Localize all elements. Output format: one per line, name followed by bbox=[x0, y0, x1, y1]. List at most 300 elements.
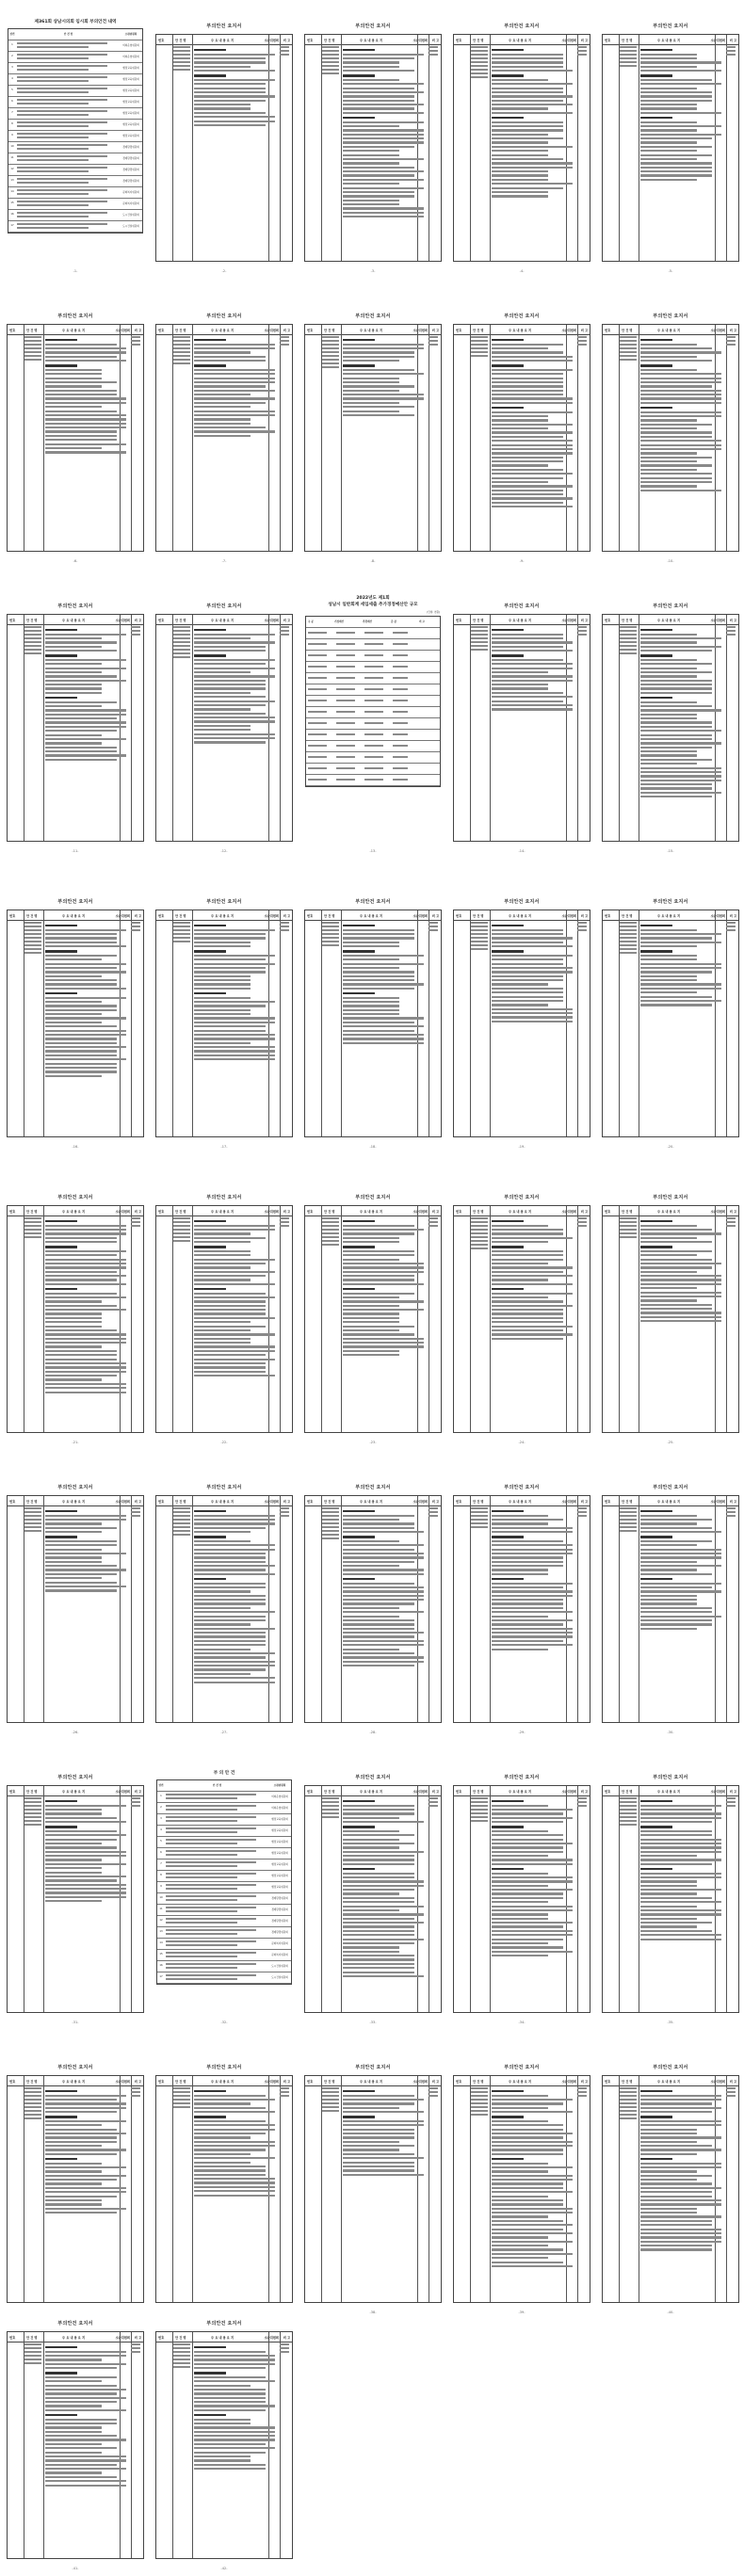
text-line bbox=[45, 1375, 117, 1377]
text-line bbox=[343, 1017, 424, 1019]
text-line bbox=[343, 1254, 414, 1256]
header-name: 안 건 명 bbox=[26, 914, 38, 918]
text-line bbox=[492, 112, 573, 114]
text-line bbox=[194, 663, 266, 665]
header-body: 주 요 내 용 요 지 bbox=[360, 39, 383, 42]
text-line bbox=[45, 2136, 117, 2138]
page-title: 부의안건 요지서 bbox=[504, 604, 540, 609]
text-line bbox=[194, 1017, 275, 1019]
text-line bbox=[343, 1934, 414, 1936]
page-number: -28- bbox=[369, 1731, 377, 1734]
text-line bbox=[343, 1909, 399, 1911]
text-line bbox=[620, 1824, 637, 1826]
header-name: 안 건 명 bbox=[473, 1210, 484, 1214]
text-line bbox=[45, 650, 117, 652]
text-line bbox=[45, 1283, 126, 1285]
text-line bbox=[194, 1644, 266, 1646]
text-line bbox=[194, 637, 251, 639]
table-header bbox=[305, 325, 441, 335]
page-number: -4- bbox=[519, 269, 525, 273]
text-line bbox=[343, 1951, 399, 1953]
text-line bbox=[640, 1880, 697, 1882]
text-line bbox=[640, 1531, 721, 1533]
text-line bbox=[45, 937, 117, 939]
text-line bbox=[194, 963, 275, 965]
header-body: 주 요 내 용 요 지 bbox=[211, 1210, 235, 1214]
header-body: 주 요 내 용 요 지 bbox=[509, 619, 532, 622]
section-heading-line bbox=[343, 1288, 375, 1290]
table-header bbox=[157, 1780, 291, 1792]
text-line bbox=[173, 634, 190, 636]
table-header bbox=[603, 615, 738, 625]
text-line bbox=[194, 1362, 266, 1364]
agenda-summary-page bbox=[5, 588, 146, 859]
text-line bbox=[322, 1805, 339, 1807]
text-line bbox=[492, 929, 563, 931]
text-line bbox=[322, 1530, 339, 1532]
header-name: 안 건 명 bbox=[26, 1790, 38, 1794]
text-line bbox=[640, 419, 697, 421]
agenda-summary-page bbox=[154, 2305, 295, 2576]
text-line bbox=[620, 637, 637, 639]
agenda-name-cell bbox=[322, 336, 341, 370]
section-heading-line bbox=[45, 2372, 77, 2374]
agenda-name-cell bbox=[471, 922, 490, 952]
header-name: 안 건 명 bbox=[175, 2080, 186, 2084]
text-line bbox=[45, 2129, 117, 2131]
table-row bbox=[8, 153, 142, 165]
section-heading-line bbox=[640, 1868, 672, 1870]
agenda-table bbox=[155, 324, 293, 552]
text-line bbox=[194, 2409, 266, 2411]
text-line bbox=[492, 1250, 563, 1252]
text-line bbox=[194, 668, 275, 669]
text-line bbox=[194, 1342, 251, 1344]
text-line bbox=[45, 1254, 117, 1256]
text-line bbox=[343, 183, 399, 185]
text-line bbox=[343, 1237, 399, 1239]
text-line bbox=[45, 1312, 102, 1314]
text-line bbox=[194, 435, 251, 437]
text-line bbox=[343, 1275, 414, 1277]
page-title: 제361회 상남시의회 임시회 부의안건 내역 bbox=[34, 20, 117, 24]
header-body: 주 요 내 용 요 지 bbox=[360, 1790, 383, 1794]
text-line bbox=[194, 2120, 266, 2122]
text-line bbox=[24, 1526, 41, 1528]
text-line bbox=[492, 2153, 563, 2155]
agenda-body-text bbox=[343, 922, 424, 1046]
agenda-summary-page bbox=[5, 1759, 146, 2030]
text-line bbox=[24, 351, 41, 353]
text-line bbox=[194, 2095, 266, 2097]
text-line bbox=[343, 207, 424, 209]
text-line bbox=[24, 2114, 41, 2116]
text-line bbox=[194, 2190, 275, 2192]
text-line bbox=[620, 1221, 637, 1223]
text-line bbox=[492, 1527, 573, 1529]
text-line bbox=[45, 2389, 126, 2391]
text-line bbox=[492, 1569, 548, 1570]
column-divider bbox=[490, 2076, 491, 2302]
text-line bbox=[343, 1586, 424, 1588]
table-row bbox=[306, 684, 440, 696]
header-body: 주 요 내 용 요 지 bbox=[62, 914, 86, 918]
table-header bbox=[454, 2076, 590, 2086]
text-line bbox=[640, 83, 721, 85]
text-line bbox=[726, 2095, 736, 2097]
text-line bbox=[343, 1649, 399, 1650]
text-line bbox=[620, 2110, 637, 2112]
column-divider bbox=[43, 2332, 44, 2558]
header-committee: 소관위원회 bbox=[124, 33, 137, 36]
text-line bbox=[131, 336, 140, 338]
text-line bbox=[640, 2212, 697, 2214]
row-committee: 행정교육위원회 bbox=[122, 112, 139, 115]
header-committee: 소관위원회 bbox=[561, 619, 576, 622]
text-line bbox=[471, 922, 488, 924]
text-line bbox=[471, 1240, 488, 1242]
text-line bbox=[45, 2435, 117, 2437]
text-line bbox=[640, 975, 697, 977]
committee-cell bbox=[131, 1507, 142, 1519]
text-line bbox=[173, 630, 190, 632]
agenda-list-table bbox=[156, 1779, 292, 1985]
header-committee: 소관위원회 bbox=[412, 39, 428, 42]
text-line bbox=[194, 2099, 275, 2101]
text-line bbox=[492, 61, 563, 63]
text-line bbox=[45, 414, 126, 416]
text-line bbox=[343, 2145, 414, 2147]
page-number: -19- bbox=[518, 1145, 526, 1149]
text-line bbox=[45, 1055, 117, 1056]
text-line bbox=[194, 2363, 275, 2365]
text-line bbox=[343, 1846, 399, 1848]
text-line bbox=[640, 2220, 712, 2222]
text-line bbox=[471, 948, 488, 950]
text-line bbox=[471, 929, 488, 931]
text-line bbox=[640, 378, 721, 379]
section-heading-line bbox=[492, 407, 524, 409]
text-line bbox=[194, 1326, 266, 1328]
text-line bbox=[45, 369, 102, 371]
text-line bbox=[640, 2203, 721, 2205]
text-line bbox=[45, 714, 126, 716]
header-note: 비 고 bbox=[431, 329, 439, 332]
row-title bbox=[17, 54, 120, 61]
header-body: 주 요 내 용 요 지 bbox=[509, 329, 532, 332]
text-line bbox=[194, 2102, 251, 2104]
section-heading-line bbox=[640, 654, 672, 656]
text-line bbox=[640, 2245, 712, 2246]
text-line bbox=[640, 1519, 712, 1521]
table-header bbox=[603, 1496, 738, 1506]
text-line bbox=[45, 1013, 102, 1015]
text-line bbox=[640, 937, 712, 939]
text-line bbox=[45, 1237, 117, 1239]
text-line bbox=[640, 1586, 712, 1588]
text-line bbox=[194, 646, 266, 648]
text-line bbox=[577, 630, 587, 632]
header-no: 번호 bbox=[605, 1500, 611, 1504]
page-number: -29- bbox=[518, 1731, 526, 1734]
text-line bbox=[194, 1312, 266, 1314]
row-committee: 행정교육위원회 bbox=[271, 1875, 288, 1877]
text-line bbox=[640, 2120, 721, 2122]
text-line bbox=[640, 2199, 721, 2201]
column-divider bbox=[726, 2076, 727, 2302]
agenda-table bbox=[155, 2331, 293, 2559]
agenda-summary-page bbox=[302, 1469, 444, 1740]
text-line bbox=[45, 411, 117, 412]
text-line bbox=[45, 687, 102, 689]
text-line bbox=[45, 709, 126, 711]
text-line bbox=[640, 1549, 721, 1551]
text-line bbox=[492, 704, 573, 706]
header-name: 안 건 명 bbox=[26, 2080, 38, 2084]
text-line bbox=[194, 741, 266, 743]
text-line bbox=[492, 1619, 573, 1621]
text-line bbox=[492, 485, 573, 487]
text-line bbox=[280, 2087, 289, 2089]
text-line bbox=[471, 1809, 488, 1811]
text-line bbox=[173, 2355, 190, 2357]
text-line bbox=[343, 1326, 414, 1328]
header-no: 번호 bbox=[158, 619, 165, 622]
text-line bbox=[194, 402, 266, 404]
page-number: -18- bbox=[369, 1145, 377, 1149]
row-number: 5 bbox=[11, 89, 13, 91]
text-line bbox=[640, 1583, 721, 1585]
text-line bbox=[640, 787, 712, 789]
text-line bbox=[24, 2359, 41, 2360]
section-heading-line bbox=[492, 654, 524, 656]
text-line bbox=[45, 1582, 117, 1584]
text-line bbox=[471, 2106, 488, 2108]
text-line bbox=[194, 729, 251, 731]
text-line bbox=[640, 2153, 697, 2155]
text-line bbox=[194, 2397, 266, 2399]
text-line bbox=[24, 649, 41, 651]
text-line bbox=[620, 1801, 637, 1803]
text-line bbox=[492, 1909, 573, 1911]
text-line bbox=[45, 1326, 102, 1328]
header-note: 비 고 bbox=[134, 329, 141, 332]
text-line bbox=[194, 83, 266, 85]
text-line bbox=[640, 150, 697, 152]
text-line bbox=[131, 926, 140, 927]
text-line bbox=[45, 637, 102, 639]
text-line bbox=[322, 355, 339, 357]
column-divider bbox=[341, 1496, 342, 1722]
text-line bbox=[471, 933, 488, 935]
agenda-table bbox=[453, 324, 590, 552]
text-line bbox=[492, 659, 563, 661]
text-line bbox=[471, 2114, 488, 2116]
row-committee: 문화복지위원회 bbox=[271, 1954, 288, 1956]
text-line bbox=[343, 2102, 414, 2104]
text-line bbox=[471, 926, 488, 927]
agenda-name-cell bbox=[471, 626, 490, 652]
text-line bbox=[194, 1050, 275, 1052]
column-divider bbox=[577, 35, 578, 261]
agenda-summary-page bbox=[451, 1469, 592, 1740]
text-line bbox=[492, 1885, 548, 1887]
agenda-summary-page bbox=[154, 8, 295, 279]
table-header bbox=[305, 2076, 441, 2086]
row-committee: 행정교육위원회 bbox=[122, 135, 139, 137]
text-line bbox=[492, 373, 563, 375]
text-line bbox=[492, 1312, 563, 1314]
header-committee: 소관위원회 bbox=[115, 619, 130, 622]
text-line bbox=[194, 675, 275, 677]
committee-cell bbox=[429, 1797, 440, 1809]
text-line bbox=[492, 979, 563, 981]
agenda-table bbox=[7, 1785, 144, 2013]
section-heading-line bbox=[45, 364, 77, 366]
text-line bbox=[429, 46, 438, 48]
agenda-summary-page bbox=[5, 1179, 146, 1450]
header-name: 안 건 명 bbox=[324, 39, 335, 42]
text-line bbox=[620, 1515, 637, 1517]
section-heading-line bbox=[640, 925, 672, 926]
text-line bbox=[194, 88, 266, 89]
table-header bbox=[454, 1786, 590, 1796]
text-line bbox=[343, 2111, 424, 2113]
text-line bbox=[194, 733, 275, 735]
agenda-name-cell bbox=[471, 1797, 490, 1824]
section-heading-line bbox=[45, 925, 77, 926]
section-heading-line bbox=[492, 629, 524, 631]
text-line bbox=[194, 54, 275, 56]
text-line bbox=[471, 1519, 488, 1521]
column-divider bbox=[43, 1496, 44, 1722]
text-line bbox=[194, 2141, 275, 2143]
text-line bbox=[640, 1821, 712, 1823]
text-line bbox=[640, 759, 712, 761]
text-line bbox=[640, 1628, 697, 1630]
text-line bbox=[24, 637, 41, 639]
text-line bbox=[471, 634, 488, 636]
text-line bbox=[343, 1250, 414, 1252]
text-line bbox=[173, 54, 190, 56]
row-number: 12 bbox=[10, 168, 14, 170]
text-line bbox=[492, 191, 548, 193]
text-line bbox=[492, 1279, 548, 1280]
text-line bbox=[45, 1577, 102, 1579]
text-line bbox=[194, 2174, 266, 2176]
text-line bbox=[45, 1378, 102, 1380]
text-line bbox=[492, 2095, 548, 2097]
text-line bbox=[173, 2362, 190, 2364]
text-line bbox=[492, 2199, 563, 2201]
section-heading-line bbox=[492, 117, 524, 119]
text-line bbox=[640, 929, 697, 931]
text-line bbox=[194, 1241, 251, 1243]
text-line bbox=[492, 167, 573, 169]
text-line bbox=[194, 997, 251, 999]
text-line bbox=[640, 2208, 697, 2210]
row-number: 14 bbox=[10, 190, 14, 193]
committee-cell bbox=[131, 1217, 142, 1229]
text-line bbox=[640, 709, 721, 711]
text-line bbox=[343, 1569, 424, 1570]
agenda-table bbox=[7, 2075, 144, 2303]
text-line bbox=[343, 2120, 424, 2122]
table-header bbox=[8, 1786, 143, 1796]
text-line bbox=[620, 54, 637, 56]
header-name: 안 건 명 bbox=[324, 1500, 335, 1504]
text-line bbox=[343, 1939, 424, 1940]
header-committee: 소관위원회 bbox=[115, 329, 130, 332]
text-line bbox=[343, 1519, 399, 1521]
text-line bbox=[45, 1867, 102, 1869]
agenda-body-text bbox=[343, 336, 424, 418]
text-line bbox=[45, 1589, 117, 1591]
agenda-table bbox=[453, 1205, 590, 1433]
text-line bbox=[343, 1225, 414, 1227]
text-line bbox=[640, 701, 697, 703]
text-line bbox=[620, 340, 637, 342]
text-line bbox=[343, 1805, 414, 1807]
text-line bbox=[640, 66, 697, 68]
page-title: 부의안건 요지서 bbox=[653, 314, 688, 319]
text-line bbox=[194, 1371, 266, 1373]
header-committee: 소관위원회 bbox=[264, 619, 279, 622]
text-line bbox=[471, 355, 488, 357]
text-line bbox=[194, 1237, 266, 1239]
text-line bbox=[24, 929, 41, 931]
agenda-name-cell bbox=[471, 1217, 490, 1251]
text-line bbox=[343, 1812, 414, 1814]
text-line bbox=[640, 1556, 721, 1558]
text-line bbox=[343, 1232, 414, 1234]
header-name: 안 건 명 bbox=[473, 2080, 484, 2084]
text-line bbox=[131, 2091, 140, 2093]
text-line bbox=[620, 2106, 637, 2108]
text-line bbox=[620, 336, 637, 338]
text-line bbox=[343, 1573, 424, 1575]
committee-cell bbox=[577, 1797, 589, 1809]
text-line bbox=[194, 369, 275, 371]
row-committee: 경제환경위원회 bbox=[122, 180, 139, 183]
table-row bbox=[157, 1916, 291, 1927]
header-body: 주 요 내 용 요 지 bbox=[509, 914, 532, 918]
text-line bbox=[492, 424, 573, 426]
text-line bbox=[726, 1225, 736, 1227]
text-line bbox=[640, 158, 697, 160]
row-committee: 도시건설위원회 bbox=[122, 214, 139, 217]
text-line bbox=[194, 1623, 251, 1625]
text-line bbox=[194, 394, 251, 395]
text-line bbox=[194, 124, 266, 126]
text-line bbox=[640, 146, 712, 148]
text-line bbox=[640, 2182, 712, 2184]
table-row bbox=[157, 1972, 291, 1984]
text-line bbox=[194, 104, 251, 105]
text-line bbox=[194, 1632, 266, 1634]
text-line bbox=[620, 2099, 637, 2101]
header-note: 비 고 bbox=[283, 619, 290, 622]
text-line bbox=[194, 1354, 266, 1356]
text-line bbox=[429, 1805, 438, 1807]
row-committee: 행정교육위원회 bbox=[271, 1852, 288, 1855]
text-line bbox=[343, 61, 399, 63]
text-line bbox=[492, 427, 548, 429]
text-line bbox=[640, 137, 712, 139]
text-line bbox=[194, 1034, 275, 1036]
page-title: 부의안건 요지서 bbox=[504, 2065, 540, 2070]
table-row bbox=[8, 40, 142, 52]
